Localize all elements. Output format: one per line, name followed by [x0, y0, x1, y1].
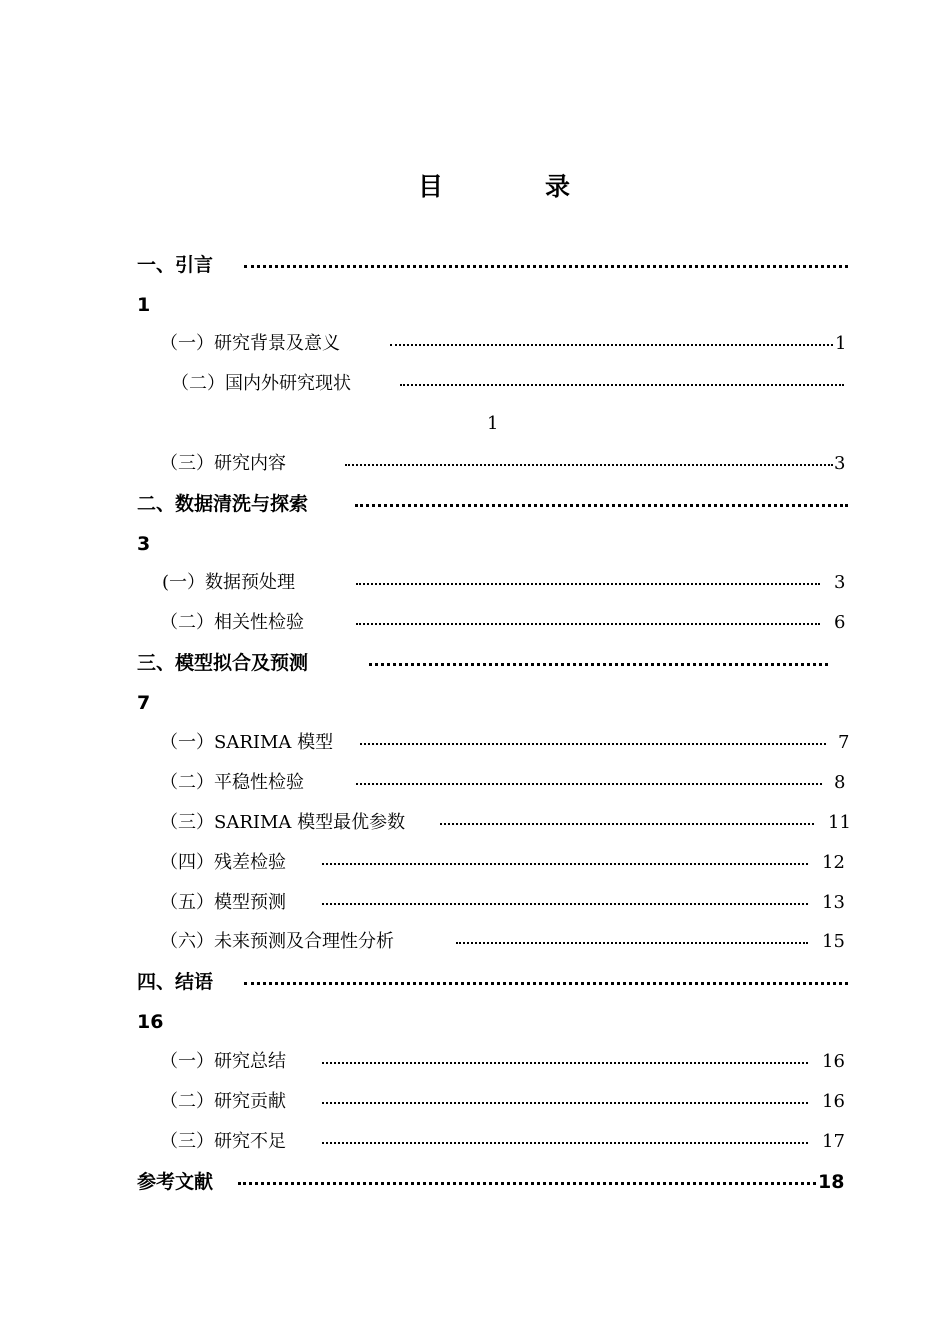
dot-leader	[238, 1178, 816, 1185]
toc-entry-label: （五）模型预测	[160, 892, 286, 913]
toc-entry-research-status[interactable]	[0, 371, 950, 397]
toc-entry-future-forecast[interactable]	[0, 929, 950, 955]
dot-leader	[456, 938, 808, 944]
toc-entry-page-number: 16	[822, 1091, 845, 1112]
dot-leader	[345, 460, 833, 466]
dot-leader	[355, 500, 848, 507]
toc-entry-model-prediction[interactable]	[0, 890, 950, 916]
toc-entry-label: （一）研究背景及意义	[160, 333, 340, 354]
toc-entry-page-number: 16	[137, 1011, 164, 1033]
dot-leader	[360, 739, 826, 745]
dot-leader	[322, 899, 808, 905]
toc-entry-page-number: 12	[822, 852, 845, 873]
dot-leader	[400, 380, 844, 386]
toc-entry-page-number: 8	[834, 772, 846, 793]
dot-leader	[322, 859, 808, 865]
toc-entry-research-contribution[interactable]	[0, 1089, 950, 1115]
toc-entry-page-number: 13	[822, 892, 845, 913]
toc-entry-research-limitations[interactable]	[0, 1129, 950, 1155]
toc-title-char-1: 目	[418, 172, 444, 201]
toc-entry-label: （二）相关性检验	[160, 612, 304, 633]
dot-leader	[440, 819, 814, 825]
toc-entry-page-number: 11	[828, 812, 851, 833]
toc-entry-conclusion[interactable]	[0, 969, 950, 995]
toc-entry-page-number: 3	[834, 453, 846, 474]
toc-title-char-2: 录	[545, 172, 571, 201]
toc-entry-page-number: 7	[838, 732, 850, 753]
toc-entry-label: （二）国内外研究现状	[171, 373, 351, 394]
toc-entry-label: （二）研究贡献	[160, 1091, 286, 1112]
toc-entry-references[interactable]	[0, 1169, 950, 1195]
toc-entry-research-background[interactable]	[0, 331, 950, 357]
toc-entry-sarima-model[interactable]	[0, 730, 950, 756]
dot-leader	[322, 1058, 808, 1064]
dot-leader	[322, 1098, 808, 1104]
dot-leader	[322, 1138, 808, 1144]
toc-entry-label: （三）SARIMA 模型最优参数	[160, 812, 406, 833]
toc-entry-label: (一）数据预处理	[162, 572, 296, 593]
toc-entry-page-number: 1	[487, 413, 499, 434]
dot-leader	[356, 779, 822, 785]
toc-entry-page-number: 15	[822, 931, 845, 952]
toc-entry-page-number: 3	[834, 572, 846, 593]
toc-entry-label: （一）研究总结	[160, 1051, 286, 1072]
toc-entry-label: （一）SARIMA 模型	[160, 732, 334, 753]
toc-entry-data-preprocessing[interactable]	[0, 570, 950, 596]
toc-entry-sarima-optimal-parameters[interactable]	[0, 810, 950, 836]
toc-entry-page-number: 6	[834, 612, 846, 633]
toc-entry-page-number: 18	[818, 1171, 845, 1193]
toc-entry-label: （三）研究内容	[160, 453, 286, 474]
toc-entry-page-number: 17	[822, 1131, 845, 1152]
dot-leader	[369, 659, 828, 666]
toc-entry-label: （四）残差检验	[160, 852, 286, 873]
toc-entry-label: 四、结语	[137, 971, 214, 993]
toc-entry-correlation-test[interactable]	[0, 610, 950, 636]
toc-entry-introduction[interactable]	[0, 252, 950, 278]
toc-entry-label: 一、引言	[137, 254, 214, 276]
toc-entry-label: 参考文献	[137, 1171, 214, 1193]
toc-entry-page-number: 3	[137, 533, 151, 555]
dot-leader	[356, 579, 820, 585]
dot-leader	[244, 261, 848, 268]
toc-entry-research-content[interactable]	[0, 451, 950, 477]
toc-entry-label: 三、模型拟合及预测	[137, 652, 309, 674]
toc-entry-label: 二、数据清洗与探索	[137, 493, 309, 515]
toc-entry-model-fitting[interactable]	[0, 650, 950, 676]
dot-leader	[244, 978, 848, 985]
toc-entry-page-number: 1	[137, 294, 151, 316]
toc-entry-label: （二）平稳性检验	[160, 772, 304, 793]
toc-entry-label: （六）未来预测及合理性分析	[160, 931, 394, 952]
dot-leader	[356, 619, 820, 625]
toc-entry-research-summary[interactable]	[0, 1049, 950, 1075]
toc-entry-label: （三）研究不足	[160, 1131, 286, 1152]
toc-entry-page-number: 7	[137, 692, 151, 714]
dot-leader	[390, 340, 833, 346]
toc-entry-page-number: 1	[835, 333, 847, 354]
toc-entry-data-cleaning[interactable]	[0, 491, 950, 517]
toc-entry-page-number: 16	[822, 1051, 845, 1072]
toc-entry-stationarity-test[interactable]	[0, 770, 950, 796]
toc-entry-residual-test[interactable]	[0, 850, 950, 876]
